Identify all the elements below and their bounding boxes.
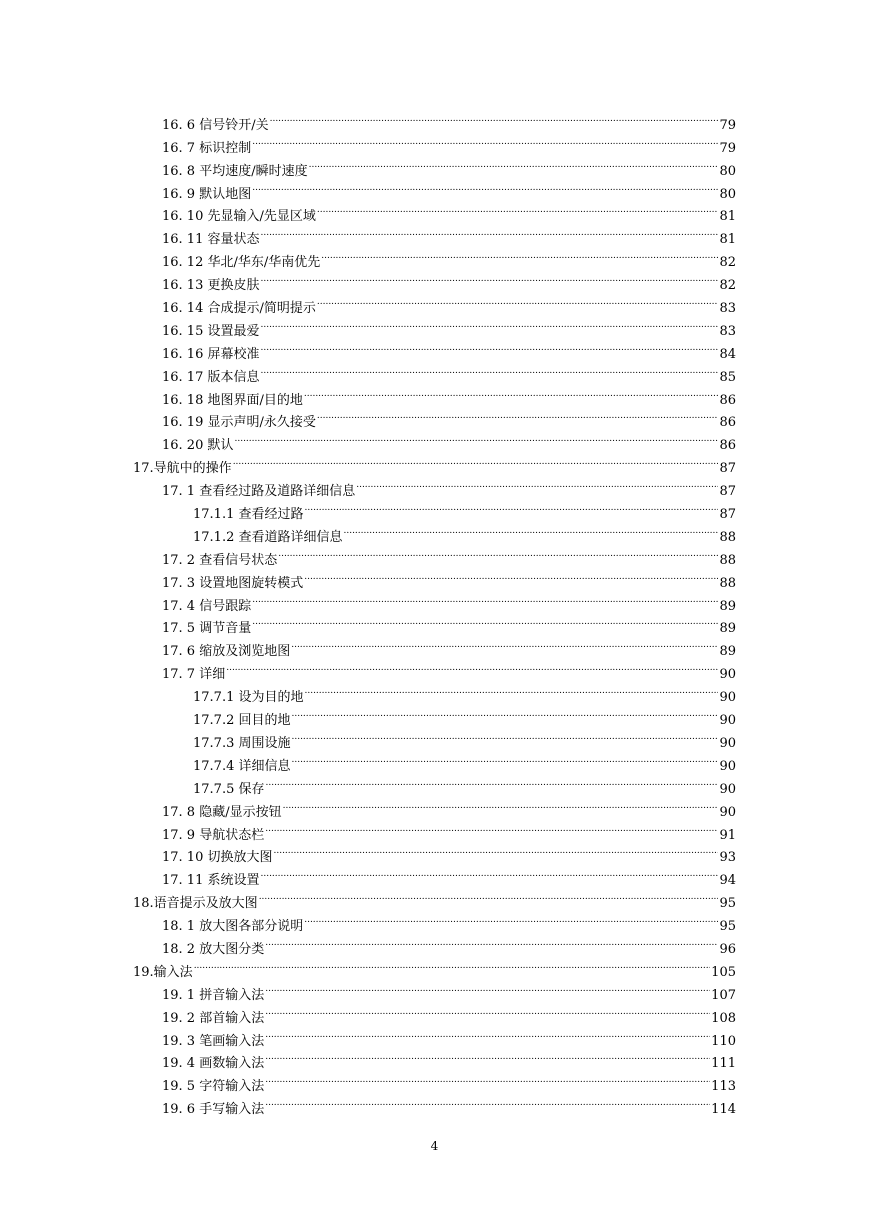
toc-entry[interactable] [0, 449, 869, 477]
toc-entry-page-number: 87 [719, 507, 736, 523]
toc-entry-title: 17.7.3 周围设施 [193, 735, 291, 751]
toc-entry-title: 16. 17 版本信息 [162, 369, 260, 385]
toc-entry-title: 17.7.2 回目的地 [193, 713, 291, 729]
toc-entry-page-number: 85 [719, 369, 736, 385]
toc-entry-page-number: 90 [719, 735, 736, 751]
toc-entry[interactable] [0, 747, 869, 774]
dot-leader [260, 312, 718, 335]
dot-leader [304, 678, 718, 701]
toc-entry-title: 19. 2 部首输入法 [162, 1010, 265, 1026]
toc-entry[interactable] [0, 198, 869, 225]
toc-entry-page-number: 90 [719, 804, 736, 820]
toc-entry[interactable] [0, 632, 869, 660]
dot-leader [304, 907, 718, 930]
toc-entry-page-number: 80 [719, 163, 736, 179]
toc-entry-page-number: 90 [719, 713, 736, 729]
dot-leader [304, 495, 718, 518]
toc-entry-title: 16. 10 先显输入/先显区域 [162, 209, 316, 225]
toc-entry-page-number: 111 [711, 1056, 736, 1072]
toc-entry-title: 18. 2 放大图分类 [162, 941, 265, 957]
toc-entry-title: 17.7.4 详细信息 [193, 758, 291, 774]
toc-entry-title: 18.语音提示及放大图 [133, 896, 258, 912]
toc-entry-page-number: 108 [711, 1010, 736, 1026]
page-number: 4 [430, 1139, 439, 1153]
toc-entry-page-number: 94 [719, 873, 736, 889]
toc-entry-title: 17. 1 查看经过路及道路详细信息 [162, 484, 356, 500]
dot-leader [265, 816, 718, 839]
toc-entry[interactable] [0, 381, 869, 408]
dot-leader [270, 106, 719, 129]
toc-entry-page-number: 110 [711, 1033, 736, 1049]
dot-leader [265, 999, 710, 1022]
toc-entry-title: 16. 9 默认地图 [162, 186, 252, 202]
dot-leader [252, 587, 718, 610]
toc-entry[interactable] [0, 907, 869, 935]
toc-entry[interactable] [0, 541, 869, 568]
toc-entry-title: 16. 6 信号铃开/关 [162, 117, 269, 133]
toc-entry-page-number: 89 [719, 644, 736, 660]
toc-entry-title: 17. 4 信号跟踪 [162, 598, 252, 614]
toc-entry-page-number: 88 [719, 552, 736, 568]
dot-leader [356, 472, 718, 495]
toc-entry[interactable] [0, 404, 869, 431]
toc-entry-page-number: 107 [711, 987, 736, 1003]
toc-entry[interactable] [0, 495, 869, 523]
toc-entry[interactable] [0, 816, 869, 843]
dot-leader [321, 243, 718, 266]
toc-entry-title: 16. 18 地图界面/目的地 [162, 392, 303, 408]
toc-entry-page-number: 82 [719, 255, 736, 271]
toc-entry-page-number: 91 [719, 827, 736, 843]
toc-entry[interactable] [0, 289, 869, 317]
toc-entry-page-number: 81 [719, 232, 736, 248]
toc-entry-page-number: 84 [719, 346, 736, 362]
toc-entry[interactable] [0, 701, 869, 729]
dot-leader [317, 198, 719, 221]
toc-entry-page-number: 95 [719, 896, 736, 912]
dot-leader [234, 426, 718, 449]
toc-entry[interactable] [0, 152, 869, 179]
dot-leader [260, 266, 718, 289]
dot-leader [259, 884, 719, 907]
dot-leader [309, 152, 719, 175]
dot-leader [265, 1022, 710, 1045]
toc-entry-title: 16. 13 更换皮肤 [162, 278, 260, 294]
toc-entry-page-number: 86 [719, 392, 736, 408]
dot-leader [260, 861, 718, 884]
toc-entry[interactable] [0, 472, 869, 500]
dot-leader [317, 289, 719, 312]
toc-entry-page-number: 93 [719, 850, 736, 866]
toc-entry[interactable] [0, 106, 869, 133]
toc-entry-title: 16. 19 显示声明/永久接受 [162, 415, 316, 431]
toc-entry-page-number: 86 [719, 438, 736, 454]
toc-entry-page-number: 96 [719, 941, 736, 957]
toc-entry[interactable] [0, 724, 869, 751]
toc-entry-title: 17.1.1 查看经过路 [193, 507, 304, 523]
toc-entry-page-number: 79 [719, 140, 736, 156]
toc-entry-title: 16. 12 华北/华东/华南优先 [162, 255, 321, 271]
toc-entry-page-number: 90 [719, 781, 736, 797]
toc-entry[interactable] [0, 518, 869, 545]
toc-entry[interactable] [0, 976, 869, 1003]
toc-entry[interactable] [0, 839, 869, 866]
dot-leader [265, 1045, 710, 1068]
toc-entry-page-number: 89 [719, 598, 736, 614]
toc-entry-page-number: 113 [711, 1079, 736, 1095]
toc-entry-title: 17. 8 隐藏/显示按钮 [162, 804, 282, 820]
toc-entry-title: 16. 20 默认 [162, 438, 234, 454]
toc-entry-page-number: 83 [719, 301, 736, 317]
toc-entry[interactable] [0, 312, 869, 339]
toc-entry-page-number: 88 [719, 575, 736, 591]
toc-entry[interactable] [0, 678, 869, 706]
toc-entry-page-number: 90 [719, 758, 736, 774]
toc-entry[interactable] [0, 1090, 869, 1118]
dot-leader [233, 449, 719, 472]
toc-entry[interactable] [0, 770, 869, 797]
dot-leader [265, 976, 710, 999]
toc-entry-page-number: 83 [719, 323, 736, 339]
toc-entry[interactable] [0, 335, 869, 362]
toc-entry[interactable] [0, 220, 869, 248]
toc-entry-page-number: 80 [719, 186, 736, 202]
toc-entry[interactable] [0, 358, 869, 385]
toc-entry[interactable] [0, 564, 869, 591]
toc-entry[interactable] [0, 129, 869, 156]
toc-entry-title: 19. 1 拼音输入法 [162, 987, 265, 1003]
dot-leader [260, 358, 718, 381]
toc-entry[interactable] [0, 1045, 869, 1072]
toc-entry-page-number: 82 [719, 278, 736, 294]
toc-entry-title: 17. 5 调节音量 [162, 621, 252, 637]
toc-entry-title: 17.1.2 查看道路详细信息 [193, 529, 343, 545]
toc-entry-title: 17. 9 导航状态栏 [162, 827, 265, 843]
toc-entry[interactable] [0, 999, 869, 1026]
toc-entry-title: 19. 4 画数输入法 [162, 1056, 265, 1072]
dot-leader [291, 724, 718, 747]
dot-leader [304, 564, 718, 587]
dot-leader [260, 335, 718, 358]
toc-entry-title: 19.输入法 [133, 964, 193, 980]
dot-leader [283, 793, 719, 816]
toc-entry-title: 17. 10 切换放大图 [162, 850, 273, 866]
dot-leader [194, 953, 710, 976]
toc-entry-page-number: 95 [719, 919, 736, 935]
dot-leader [265, 770, 718, 793]
toc-entry-page-number: 88 [719, 529, 736, 545]
toc-entry-title: 16. 7 标识控制 [162, 140, 252, 156]
toc-entry-title: 18. 1 放大图各部分说明 [162, 919, 304, 935]
toc-entry[interactable] [0, 953, 869, 980]
toc-entry-page-number: 87 [719, 461, 736, 477]
dot-leader [304, 381, 719, 404]
toc-entry-page-number: 105 [711, 964, 736, 980]
toc-entry-title: 16. 16 屏幕校准 [162, 346, 260, 362]
toc-entry-title: 17. 3 设置地图旋转模式 [162, 575, 304, 591]
dot-leader [291, 701, 718, 724]
dot-leader [252, 610, 718, 633]
toc-entry-title: 17. 2 查看信号状态 [162, 552, 278, 568]
dot-leader [265, 930, 718, 953]
toc-entry-page-number: 90 [719, 690, 736, 706]
dot-leader [273, 839, 718, 862]
toc-entry[interactable] [0, 175, 869, 202]
toc-entry-title: 17. 6 缩放及浏览地图 [162, 644, 291, 660]
toc-entry-title: 17.7.1 设为目的地 [193, 690, 304, 706]
toc-entry-title: 17. 11 系统设置 [162, 873, 260, 889]
toc-entry[interactable] [0, 266, 869, 294]
toc-entry-title: 17.7.5 保存 [193, 781, 265, 797]
toc-entry[interactable] [0, 884, 869, 912]
dot-leader [265, 1090, 710, 1113]
toc-entry[interactable] [0, 861, 869, 889]
toc-entry-title: 16. 8 平均速度/瞬时速度 [162, 163, 308, 179]
toc-entry-page-number: 90 [719, 667, 736, 683]
toc-entry-page-number: 89 [719, 621, 736, 637]
toc-entry[interactable] [0, 610, 869, 637]
toc-entry-page-number: 87 [719, 484, 736, 500]
dot-leader [226, 655, 718, 678]
toc-entry-page-number: 81 [719, 209, 736, 225]
dot-leader [252, 129, 718, 152]
toc-entry-page-number: 86 [719, 415, 736, 431]
toc-entry[interactable] [0, 793, 869, 820]
dot-leader [252, 175, 718, 198]
toc-entry-page-number: 79 [719, 117, 736, 133]
toc-entry[interactable] [0, 426, 869, 454]
toc-entry-title: 19. 3 笔画输入法 [162, 1033, 265, 1049]
dot-leader [265, 1067, 710, 1090]
dot-leader [343, 518, 718, 541]
toc-entry[interactable] [0, 1022, 869, 1049]
dot-leader [291, 747, 718, 770]
toc-entry-page-number: 114 [711, 1102, 736, 1118]
table-of-contents [0, 106, 869, 1118]
toc-entry[interactable] [0, 587, 869, 614]
toc-entry[interactable] [0, 243, 869, 271]
toc-entry[interactable] [0, 1067, 869, 1095]
toc-entry[interactable] [0, 930, 869, 957]
toc-entry-title: 19. 5 字符输入法 [162, 1079, 265, 1095]
toc-entry-title: 17. 7 详细 [162, 667, 226, 683]
toc-entry-title: 19. 6 手写输入法 [162, 1102, 265, 1118]
toc-entry-title: 16. 15 设置最爱 [162, 323, 260, 339]
dot-leader [317, 404, 719, 427]
dot-leader [260, 220, 718, 243]
toc-entry-title: 16. 11 容量状态 [162, 232, 260, 248]
toc-entry-title: 16. 14 合成提示/简明提示 [162, 301, 316, 317]
toc-entry[interactable] [0, 655, 869, 683]
toc-entry-title: 17.导航中的操作 [133, 461, 232, 477]
dot-leader [291, 632, 718, 655]
dot-leader [278, 541, 718, 564]
